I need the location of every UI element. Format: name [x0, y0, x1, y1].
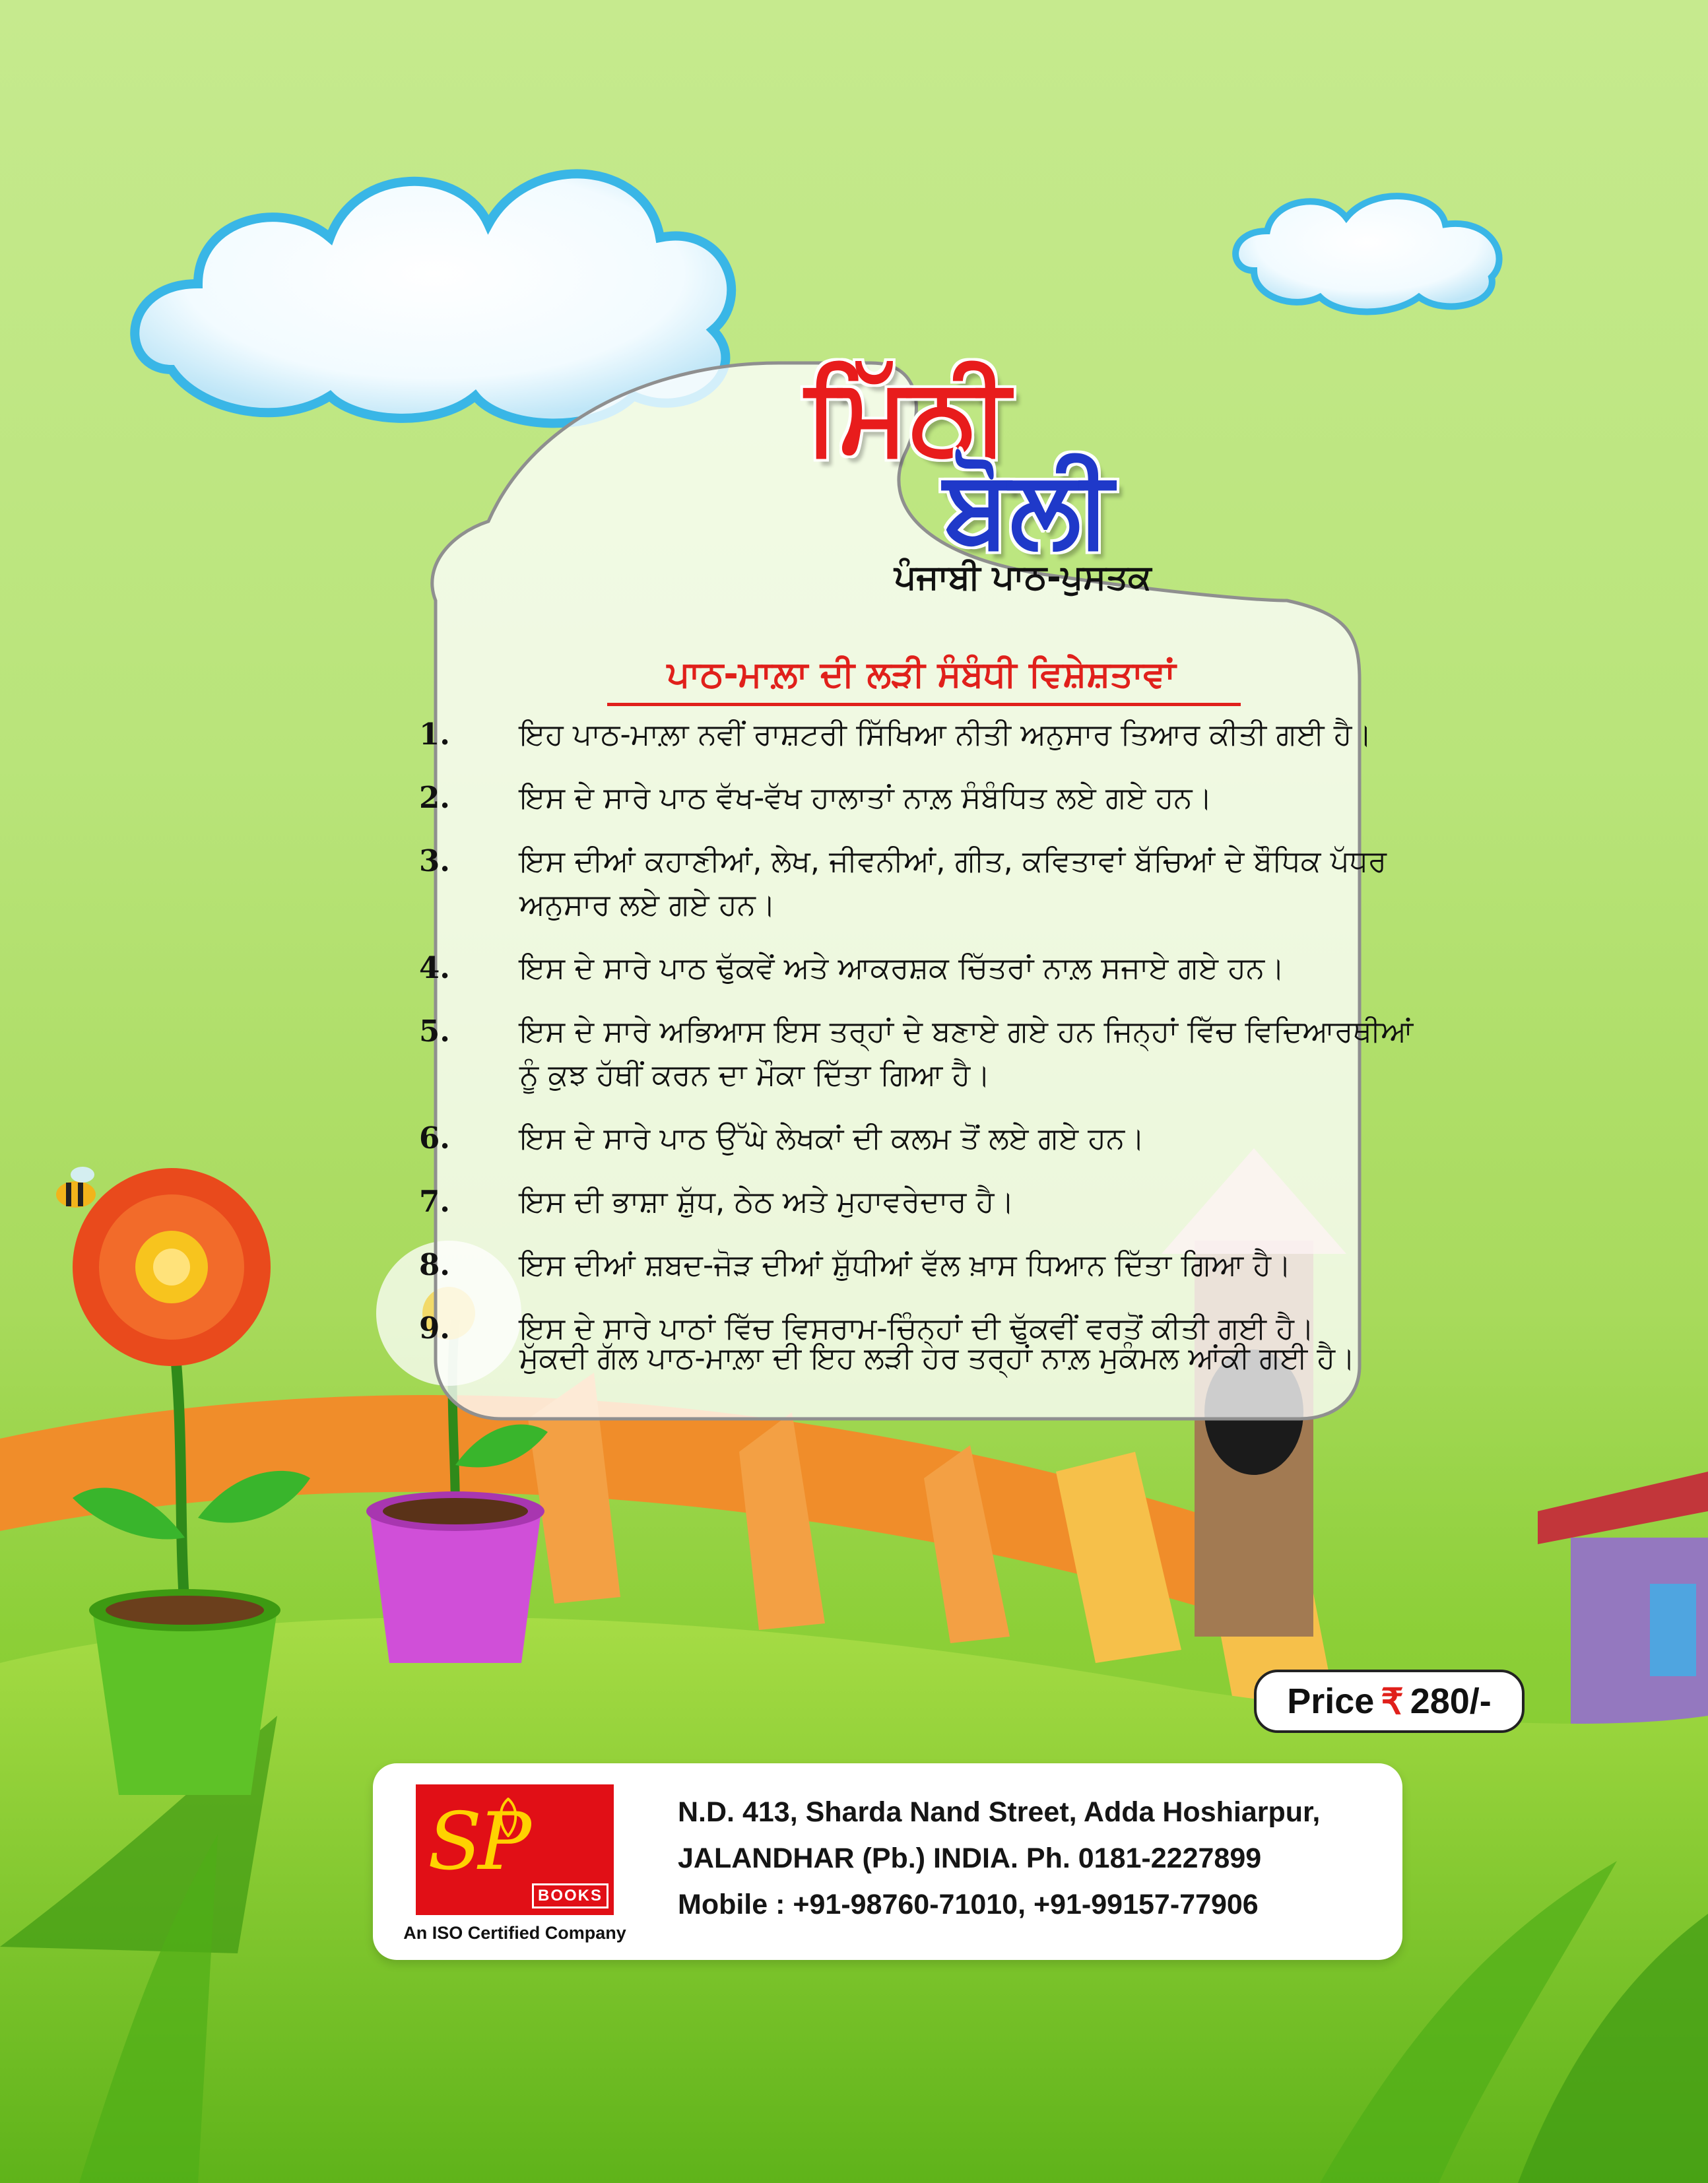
features-list — [419, 713, 1435, 1370]
address-line-3: Mobile : +91-98760-71010, +91-99157-77906 — [678, 1889, 1259, 1920]
feature-number: 5. — [419, 1014, 450, 1049]
feature-number: 6. — [419, 1121, 450, 1156]
rupee-icon: ₹ — [1381, 1681, 1404, 1722]
price-label: Price — [1287, 1681, 1375, 1721]
address-line-1: N.D. 413, Sharda Nand Street, Adda Hoshiarpur, — [678, 1796, 1321, 1828]
price-tag — [1254, 1670, 1525, 1733]
publisher-logo — [396, 1784, 634, 1953]
title-line-2: ਬੋਲੀ — [944, 446, 1113, 570]
feature-number: 8. — [419, 1247, 450, 1282]
title-line-1: ਮਿੱਠੀ — [805, 354, 1010, 477]
feature-text: ਇਹ ਪਾਠ-ਮਾਲ਼ਾ ਨਵੀਂ ਰਾਸ਼ਟਰੀ ਸਿੱਖਿਆ ਨੀਤੀ ਅਨੁਸਾਰ ਤਿਆਰ ਕੀਤੀ ਗਈ ਹੈ। — [519, 717, 1372, 752]
feature-text: ਇਸ ਦੀ ਭਾਸ਼ਾ ਸ਼ੁੱਧ, ਠੇਠ ਅਤੇ ਮੁਹਾਵਰੇਦਾਰ ਹੈ। — [519, 1184, 1014, 1219]
heading-underline — [607, 703, 1241, 706]
feature-item — [419, 839, 1435, 927]
feature-item — [419, 1010, 1435, 1097]
feature-number: 1. — [419, 717, 450, 752]
book-subtitle: ਪੰਜਾਬੀ ਪਾਠ-ਪੁਸਤਕ — [894, 558, 1152, 597]
feature-item — [419, 1180, 1435, 1223]
feature-text: ਇਸ ਦੇ ਸਾਰੇ ਪਾਠ ਉੱਘੇ ਲੇਖਕਾਂ ਦੀ ਕਲਮ ਤੋਂ ਲਏ ਗਏ ਹਨ। — [519, 1121, 1145, 1156]
feature-number: 3. — [419, 843, 450, 878]
publisher-box — [373, 1763, 1402, 1960]
feature-number: 7. — [419, 1184, 450, 1219]
feature-text: ਇਸ ਦੇ ਸਾਰੇ ਪਾਠ ਢੁੱਕਵੇਂ ਅਤੇ ਆਕਰਸ਼ਕ ਚਿੱਤਰਾਂ ਨਾਲ਼ ਸਜਾਏ ਗਏ ਹਨ। — [519, 950, 1285, 985]
feature-item — [419, 776, 1435, 820]
feature-item — [419, 1243, 1435, 1287]
features-conclusion: ਮੁੱਕਦੀ ਗੱਲ ਪਾਠ-ਮਾਲ਼ਾ ਦੀ ਇਹ ਲੜੀ ਹਰ ਤਰ੍ਹਾਂ ਨਾਲ਼ ਮੁਕੰਮਲ ਆਂਕੀ ਗਈ ਹੈ। — [519, 1340, 1356, 1375]
feature-text: ਇਸ ਦੇ ਸਾਰੇ ਅਭਿਆਸ ਇਸ ਤਰ੍ਹਾਂ ਦੇ ਬਣਾਏ ਗਏ ਹਨ ਜਿਨ੍ਹਾਂ ਵਿੱਚ ਵਿਦਿਆਰਥੀਆਂ ਨੂੰ ਕੁਝ ਹੱਥੀਂ ਕਰਨ ਦਾ ਮੌਕਾ ਦਿੱਤਾ ਗਿਆ ਹੈ। — [519, 1014, 1414, 1092]
feature-text: ਇਸ ਦੀਆਂ ਸ਼ਬਦ-ਜੋੜ ਦੀਆਂ ਸ਼ੁੱਧੀਆਂ ਵੱਲ ਖ਼ਾਸ ਧਿਆਨ ਦਿੱਤਾ ਗਿਆ ਹੈ। — [519, 1247, 1292, 1282]
feature-text: ਇਸ ਦੇ ਸਾਰੇ ਪਾਠ ਵੱਖ-ਵੱਖ ਹਾਲਾਤਾਂ ਨਾਲ਼ ਸੰਬੰਧਿਤ ਲਏ ਗਏ ਹਨ। — [519, 780, 1212, 815]
feature-number: 9. — [419, 1311, 450, 1346]
info-card — [383, 337, 1460, 1431]
feature-text: ਇਸ ਦੀਆਂ ਕਹਾਣੀਆਂ, ਲੇਖ, ਜੀਵਨੀਆਂ, ਗੀਤ, ਕਵਿਤਾਵਾਂ ਬੱਚਿਆਂ ਦੇ ਬੌਧਿਕ ਪੱਧਰ ਅਨੁਸਾਰ ਲਏ ਗਏ ਹਨ। — [519, 843, 1387, 922]
feature-text: ਇਸ ਦੇ ਸਾਰੇ ਪਾਠਾਂ ਵਿੱਚ ਵਿਸਰਾਮ-ਚਿੰਨ੍ਹਾਂ ਦੀ ਢੁੱਕਵੀਂ ਵਰਤੋਂ ਕੀਤੀ ਗਈ ਹੈ। — [519, 1311, 1315, 1346]
feature-number: 4. — [419, 950, 450, 985]
price-amount: 280/- — [1410, 1681, 1492, 1721]
address-line-2: JALANDHAR (Pb.) INDIA. Ph. 0181-2227899 — [678, 1842, 1262, 1874]
feature-number: 2. — [419, 780, 450, 815]
logo-tagline: An ISO Certified Company — [403, 1923, 626, 1943]
bee-illustration — [56, 1167, 96, 1208]
features-heading: ਪਾਠ-ਮਾਲ਼ਾ ਦੀ ਲੜੀ ਸੰਬੰਧੀ ਵਿਸ਼ੇਸ਼ਤਾਵਾਂ — [667, 653, 1176, 695]
small-cloud — [1235, 196, 1499, 311]
feature-item — [419, 1117, 1435, 1160]
logo-letters: SP — [428, 1796, 527, 1888]
feature-item — [419, 713, 1435, 756]
logo-books-word: BOOKS — [532, 1883, 608, 1908]
leaf-icon — [495, 1798, 521, 1837]
feature-item — [419, 946, 1435, 990]
